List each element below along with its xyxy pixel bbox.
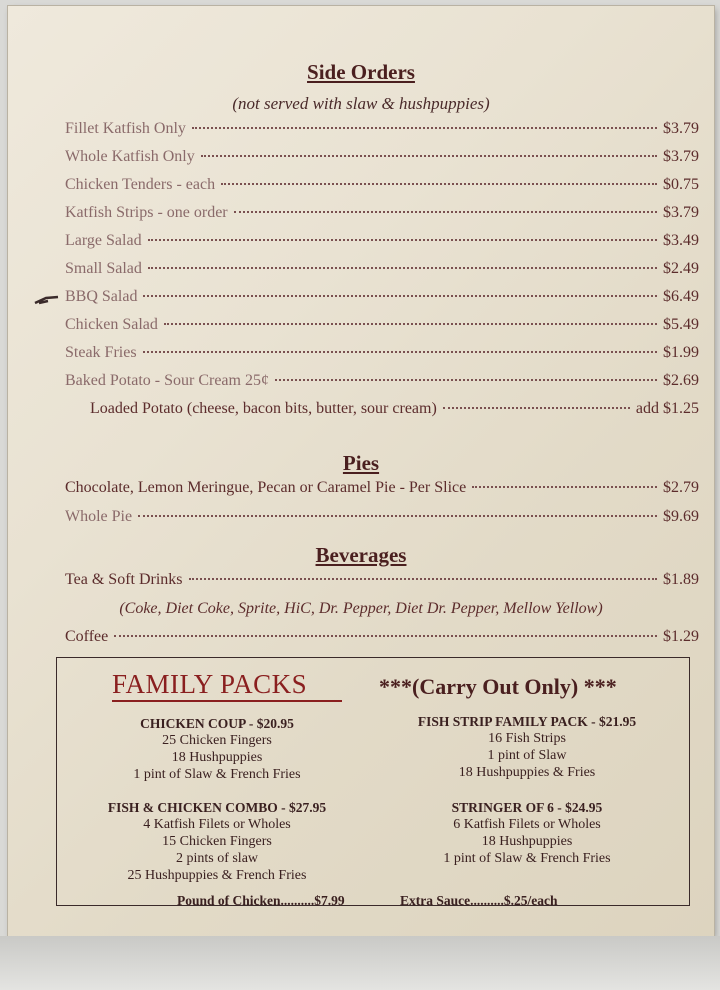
item-price: $0.75: [663, 176, 699, 193]
side-orders-subtitle: (not served with slaw & hushpuppies): [232, 94, 490, 113]
dot-leader: [221, 183, 657, 185]
item-name: Baked Potato - Sour Cream 25¢: [65, 372, 269, 389]
carry-out-only-note: ***(Carry Out Only) ***: [379, 674, 617, 699]
pies-title: Pies: [342, 451, 380, 475]
pound-of-chicken: Pound of Chicken..........$7.99: [177, 893, 345, 908]
item-price: $5.49: [663, 316, 699, 333]
item-price: $1.89: [663, 571, 699, 588]
item-name: Coffee: [65, 628, 109, 645]
pack-line: 4 Katfish Filets or Wholes: [143, 817, 291, 832]
pack-line: 25 Chicken Fingers: [162, 733, 272, 748]
family-packs-box: [56, 657, 690, 906]
item-name: Fillet Katfish Only: [65, 120, 186, 137]
scanner-background: [0, 936, 720, 990]
item-name: Katfish Strips - one order: [65, 204, 228, 221]
menu-item-baked-potato: [65, 372, 699, 390]
title-underline: [112, 700, 342, 702]
item-name: Loaded Potato (cheese, bacon bits, butter, sour cream): [90, 400, 437, 417]
pack-stringer-of-6: [397, 799, 657, 867]
beverages-title: Beverages: [315, 543, 407, 567]
item-name: Chocolate, Lemon Meringue, Pecan or Caramel Pie - Per Slice: [65, 479, 467, 496]
item-price: $3.79: [663, 204, 699, 221]
menu-item-bbq-salad: [65, 288, 699, 306]
item-price: add $1.25: [635, 400, 699, 417]
menu-item-coffee: [65, 628, 699, 646]
item-price: $3.49: [663, 232, 699, 249]
menu-item-whole-katfish: [65, 148, 699, 166]
dot-leader: [189, 578, 657, 580]
item-name: Small Salad: [65, 260, 142, 277]
pack-line: 15 Chicken Fingers: [162, 834, 272, 849]
item-price: $2.49: [663, 260, 699, 277]
menu-item-steak-fries: [65, 344, 699, 362]
pack-heading: FISH STRIP FAMILY PACK - $21.95: [417, 714, 637, 729]
dot-leader: [164, 323, 657, 325]
item-name: Chicken Salad: [65, 316, 158, 333]
item-name: Whole Katfish Only: [65, 148, 195, 165]
family-packs-title: FAMILY PACKS: [112, 669, 308, 699]
dot-leader: [143, 351, 657, 353]
item-price: $6.49: [663, 288, 699, 305]
pack-heading: STRINGER OF 6 - $24.95: [451, 800, 603, 815]
dot-leader: [143, 295, 657, 297]
pack-line: 1 pint of Slaw & French Fries: [133, 767, 301, 782]
menu-item-tea-soft-drinks: [65, 571, 699, 589]
menu-item-small-salad: [65, 260, 699, 278]
menu-item-loaded-potato: [90, 400, 699, 418]
pack-line: 2 pints of slaw: [175, 851, 259, 866]
menu-item-chicken-tenders: [65, 176, 699, 194]
extra-sauce: Extra Sauce..........$.25/each: [400, 893, 558, 908]
pack-heading: CHICKEN COUP - $20.95: [140, 716, 294, 731]
dot-leader: [192, 127, 657, 129]
pack-line: 18 Hushpuppies: [481, 834, 573, 849]
dot-leader: [443, 407, 630, 409]
menu-item-whole-pie: [65, 508, 699, 526]
dot-leader: [234, 211, 657, 213]
pack-fish-strip-family: [387, 713, 667, 781]
pack-line: 6 Katfish Filets or Wholes: [453, 817, 601, 832]
item-price: $3.79: [663, 120, 699, 137]
pack-line: 16 Fish Strips: [488, 731, 566, 746]
pack-line: 25 Hushpuppies & French Fries: [127, 868, 307, 883]
dot-leader: [148, 239, 657, 241]
pack-line: 1 pint of Slaw: [487, 748, 567, 763]
menu-page: [8, 6, 714, 936]
pack-line: 18 Hushpuppies: [171, 750, 263, 765]
menu-item-pie-slice: [65, 479, 699, 497]
item-price: $2.69: [663, 372, 699, 389]
pack-line: 18 Hushpuppies & Fries: [458, 765, 596, 780]
handwritten-arrow-mark: [34, 295, 60, 305]
item-price: $1.99: [663, 344, 699, 361]
dot-leader: [472, 486, 657, 488]
menu-item-large-salad: [65, 232, 699, 250]
item-name: BBQ Salad: [65, 288, 138, 305]
item-price: $2.79: [663, 479, 699, 496]
item-price: $9.69: [663, 508, 699, 525]
side-orders-title: Side Orders: [307, 60, 415, 84]
pack-fish-chicken-combo: [82, 799, 352, 884]
item-name: Tea & Soft Drinks: [65, 571, 183, 588]
item-name: Large Salad: [65, 232, 142, 249]
dot-leader: [148, 267, 657, 269]
pack-line: 1 pint of Slaw & French Fries: [443, 851, 611, 866]
dot-leader: [138, 515, 657, 517]
menu-item-chicken-salad: [65, 316, 699, 334]
dot-leader: [201, 155, 657, 157]
soft-drink-list: (Coke, Diet Coke, Sprite, HiC, Dr. Pepper, Diet Dr. Pepper, Mellow Yellow): [119, 600, 603, 617]
item-name: Steak Fries: [65, 344, 137, 361]
pack-heading: FISH & CHICKEN COMBO - $27.95: [107, 800, 327, 815]
dot-leader: [114, 635, 657, 637]
item-price: $3.79: [663, 148, 699, 165]
menu-item-katfish-strips: [65, 204, 699, 222]
item-name: Chicken Tenders - each: [65, 176, 216, 193]
dot-leader: [275, 379, 657, 381]
item-name: Whole Pie: [65, 508, 133, 525]
item-price: $1.29: [663, 628, 699, 645]
menu-item-fillet-katfish: [65, 120, 699, 138]
pack-chicken-coup: [97, 715, 337, 783]
